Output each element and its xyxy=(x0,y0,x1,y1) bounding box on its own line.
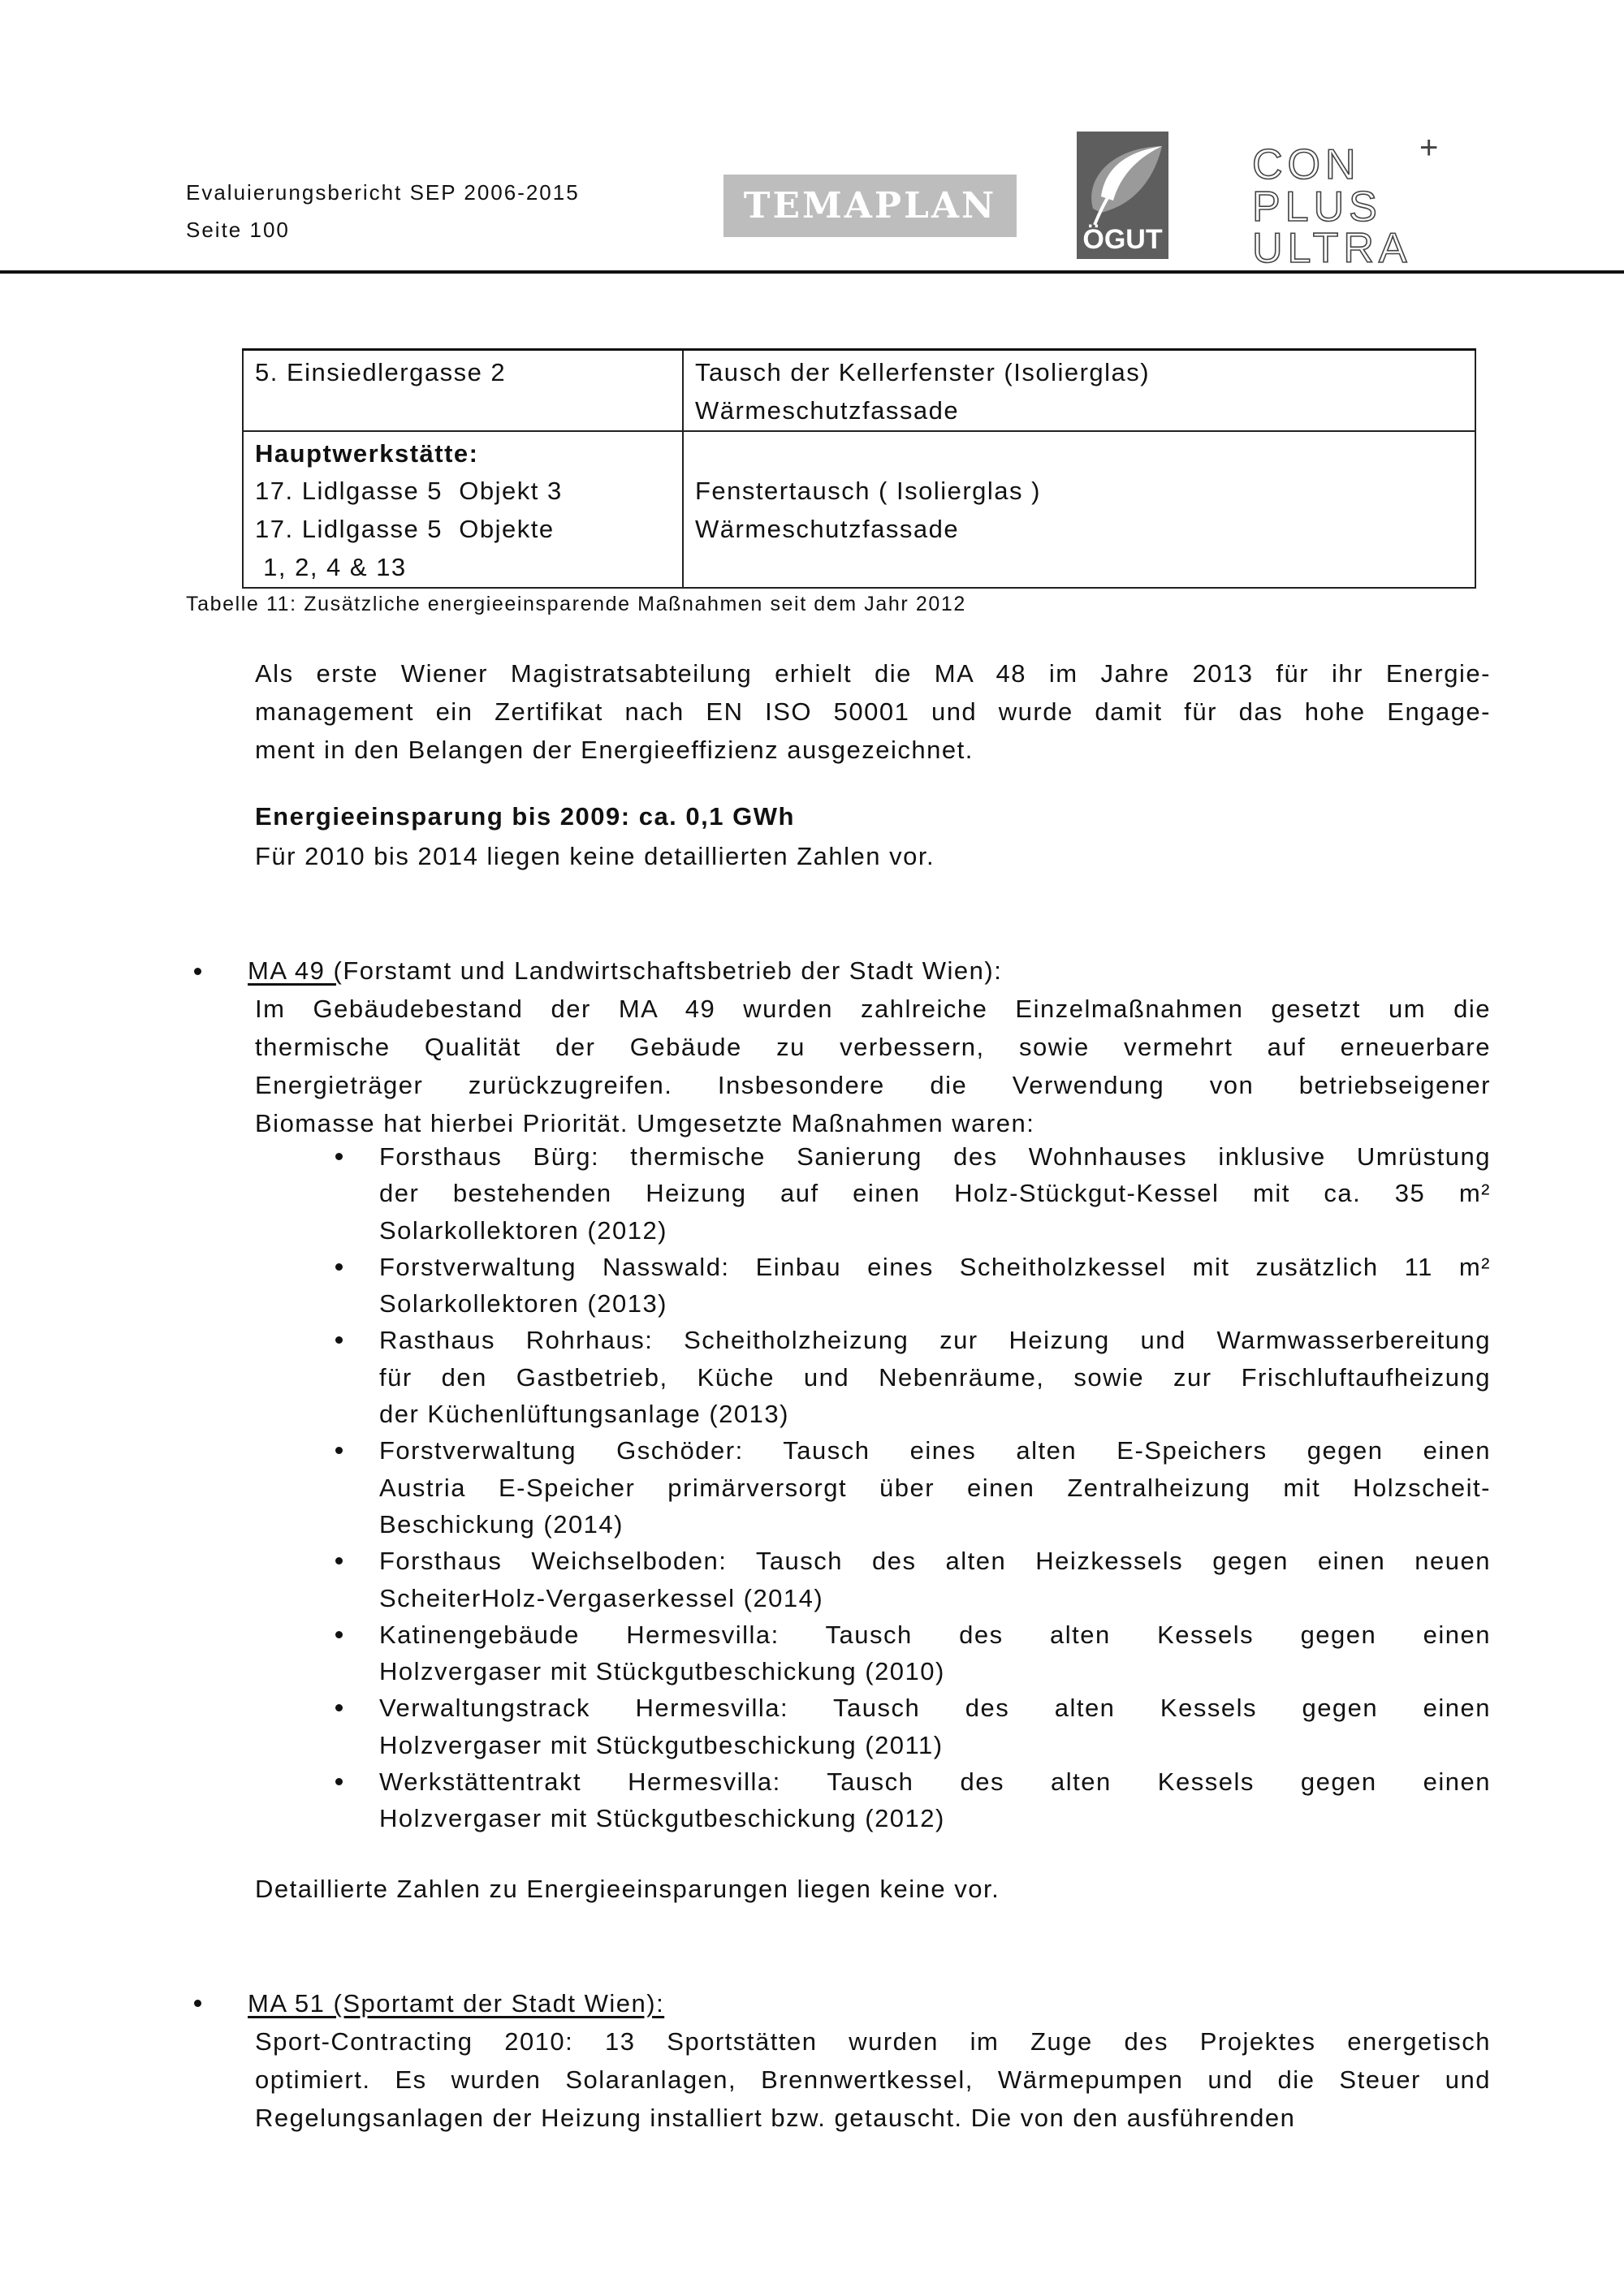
ma49-body xyxy=(255,990,1491,1143)
text-line: für den Gastbetrieb, Küche und Nebenräume, sowie zur Frischluftaufheizung xyxy=(379,1362,1491,1392)
bullet-icon xyxy=(335,1153,343,1160)
text-line: Sport-Contracting 2010: 13 Sportstätten wurden im Zuge des Projektes energetisch xyxy=(255,2027,1491,2056)
ma49-link[interactable]: MA 49 ( xyxy=(248,956,343,985)
logo-line-con: CON xyxy=(1252,141,1361,188)
list-item-text xyxy=(379,1543,1491,1616)
list-item-text xyxy=(379,1432,1491,1543)
list-item xyxy=(339,1138,1491,1249)
temaplan-logo: TEMAPLAN xyxy=(723,175,1017,237)
ogut-logo xyxy=(1077,132,1168,259)
text-line: thermische Qualität der Gebäude zu verbessern, sowie vermehrt auf erneuerbare xyxy=(255,1032,1491,1061)
table-cell-location xyxy=(243,350,683,431)
text-line: Beschickung (2014) xyxy=(379,1509,624,1539)
measures-table xyxy=(242,348,1476,589)
cell-line: Fenstertausch ( Isolierglas ) xyxy=(695,477,1041,506)
text-line: Energieträger zurückzugreifen. Insbesondere die Verwendung von betriebseigener xyxy=(255,1070,1491,1099)
table-cell-measure xyxy=(683,431,1475,588)
table-cell-location xyxy=(243,431,683,588)
bullet-icon xyxy=(194,2000,201,2007)
list-item xyxy=(339,1543,1491,1616)
text-line: Als erste Wiener Magistratsabteilung erhielt die MA 48 im Jahre 2013 für ihr Energie- xyxy=(255,659,1491,688)
cell-line: Wärmeschutzfassade xyxy=(695,515,960,544)
ma49-heading-text: Forstamt und Landwirtschaftsbetrieb der Stadt Wien): xyxy=(343,956,1003,985)
text-line: Forsthaus Bürg: thermische Sanierung des Wohnhauses inklusive Umrüstung xyxy=(379,1142,1491,1171)
cell-line: 17. Lidlgasse 5 Objekte xyxy=(255,515,555,544)
cell-line: Wärmeschutzfassade xyxy=(695,395,960,425)
cell-line xyxy=(695,435,1463,473)
conplusultra-logo xyxy=(1242,130,1462,264)
bullet-icon xyxy=(194,968,201,975)
bullet-icon xyxy=(335,1631,343,1638)
text-line: Werkstättentrakt Hermesvilla: Tausch des alten Kessels gegen einen xyxy=(379,1767,1491,1797)
ma49-measures-list xyxy=(339,1138,1491,1837)
text-line: management ein Zertifikat nach EN ISO 50001 und wurde damit für das hohe Engage- xyxy=(255,697,1491,726)
ma51-link[interactable]: MA 51 (Sportamt der Stadt Wien): xyxy=(248,1989,665,2018)
savings-heading: Energieeinsparung bis 2009: ca. 0,1 GWh xyxy=(255,802,795,831)
text-line: Holzvergaser mit Stückgutbeschickung (2012) xyxy=(379,1804,945,1833)
text-line: der Küchenlüftungsanlage (2013) xyxy=(379,1400,789,1429)
bullet-icon xyxy=(335,1778,343,1785)
leaf-icon xyxy=(1077,132,1168,229)
list-item-text xyxy=(379,1616,1491,1690)
text-line: Biomasse hat hierbei Priorität. Umgesetzte Maßnahmen waren: xyxy=(255,1108,1035,1137)
text-line: Verwaltungstrack Hermesvilla: Tausch des alten Kessels gegen einen xyxy=(379,1694,1491,1723)
header-divider xyxy=(0,270,1624,274)
table-row xyxy=(243,350,1475,431)
text-line: ment in den Belangen der Energieeffizienz ausgezeichnet. xyxy=(255,735,974,764)
text-line: Forsthaus Weichselboden: Tausch des alten Heizkessels gegen einen neuen xyxy=(379,1547,1491,1576)
text-line: Im Gebäudebestand der MA 49 wurden zahlreiche Einzelmaßnahmen gesetzt um die xyxy=(255,995,1491,1023)
ma49-heading xyxy=(248,952,1002,990)
ma51-body xyxy=(255,2022,1491,2137)
logo-plus-sign: + xyxy=(1419,130,1439,166)
text-line: Holzvergaser mit Stückgutbeschickung (2010) xyxy=(379,1657,945,1686)
bullet-icon xyxy=(335,1704,343,1711)
text-line: ScheiterHolz-Vergaserkessel (2014) xyxy=(379,1583,824,1612)
text-line: Solarkollektoren (2013) xyxy=(379,1289,668,1318)
list-item-text xyxy=(379,1690,1491,1763)
list-item xyxy=(339,1763,1491,1837)
logo-line-plus: PLUS xyxy=(1252,183,1382,231)
logo-line-ultra: ULTRA xyxy=(1252,225,1412,264)
table-caption: Tabelle 11: Zusätzliche energieeinsparende Maßnahmen seit dem Jahr 2012 xyxy=(186,593,966,615)
text-line: Katinengebäude Hermesvilla: Tausch des alten Kessels gegen einen xyxy=(379,1620,1491,1649)
list-item xyxy=(339,1322,1491,1432)
cell-line: 1, 2, 4 & 13 xyxy=(255,552,407,581)
ma49-footer: Detaillierte Zahlen zu Energieeinsparungen liegen keine vor. xyxy=(255,1875,1000,1903)
list-item xyxy=(339,1249,1491,1323)
cell-line: 17. Lidlgasse 5 Objekt 3 xyxy=(255,477,563,506)
paragraph-iso-certificate xyxy=(255,655,1491,769)
list-item-text xyxy=(379,1322,1491,1432)
text-line: Holzvergaser mit Stückgutbeschickung (2011) xyxy=(379,1730,944,1759)
list-item xyxy=(339,1690,1491,1763)
bullet-icon xyxy=(335,1557,343,1564)
bullet-icon xyxy=(335,1447,343,1454)
text-line: Regelungsanlagen der Heizung installiert bzw. getauscht. Die von den ausführenden xyxy=(255,2104,1296,2132)
bullet-icon xyxy=(335,1336,343,1344)
ogut-logo-text: ÖGUT xyxy=(1082,224,1163,255)
list-item-text xyxy=(379,1138,1491,1249)
table-cell-measure xyxy=(683,350,1475,431)
report-title: Evaluierungsbericht SEP 2006-2015 xyxy=(186,180,580,205)
cell-line: Tausch der Kellerfenster (Isolierglas) xyxy=(695,358,1151,386)
bullet-icon xyxy=(335,1263,343,1271)
text-line: Rasthaus Rohrhaus: Scheitholzheizung zur Heizung und Warmwasserbereitung xyxy=(379,1326,1491,1355)
list-item xyxy=(339,1616,1491,1690)
text-line: Austria E-Speicher primärversorgt über einen Zentralheizung mit Holzscheit- xyxy=(379,1473,1491,1502)
ma51-heading xyxy=(248,1984,664,2022)
page-number: Seite 100 xyxy=(186,218,290,242)
text-line: der bestehenden Heizung auf einen Holz-Stückgut-Kessel mit ca. 35 m² xyxy=(379,1179,1491,1208)
list-item-text xyxy=(379,1763,1491,1837)
text-line: optimiert. Es wurden Solaranlagen, Brennwertkessel, Wärmepumpen und die Steuer und xyxy=(255,2065,1491,2094)
cell-line: 5. Einsiedlergasse 2 xyxy=(255,358,507,386)
cell-heading: Hauptwerkstätte: xyxy=(255,438,479,468)
savings-note: Für 2010 bis 2014 liegen keine detaillierten Zahlen vor. xyxy=(255,842,935,870)
text-line: Forstverwaltung Gschöder: Tausch eines alten E-Speichers gegen einen xyxy=(379,1436,1491,1465)
text-line: Forstverwaltung Nasswald: Einbau eines Scheitholzkessel mit zusätzlich 11 m² xyxy=(379,1252,1491,1281)
table-row xyxy=(243,431,1475,588)
list-item xyxy=(339,1432,1491,1543)
text-line: Solarkollektoren (2012) xyxy=(379,1215,668,1245)
list-item-text xyxy=(379,1249,1491,1323)
